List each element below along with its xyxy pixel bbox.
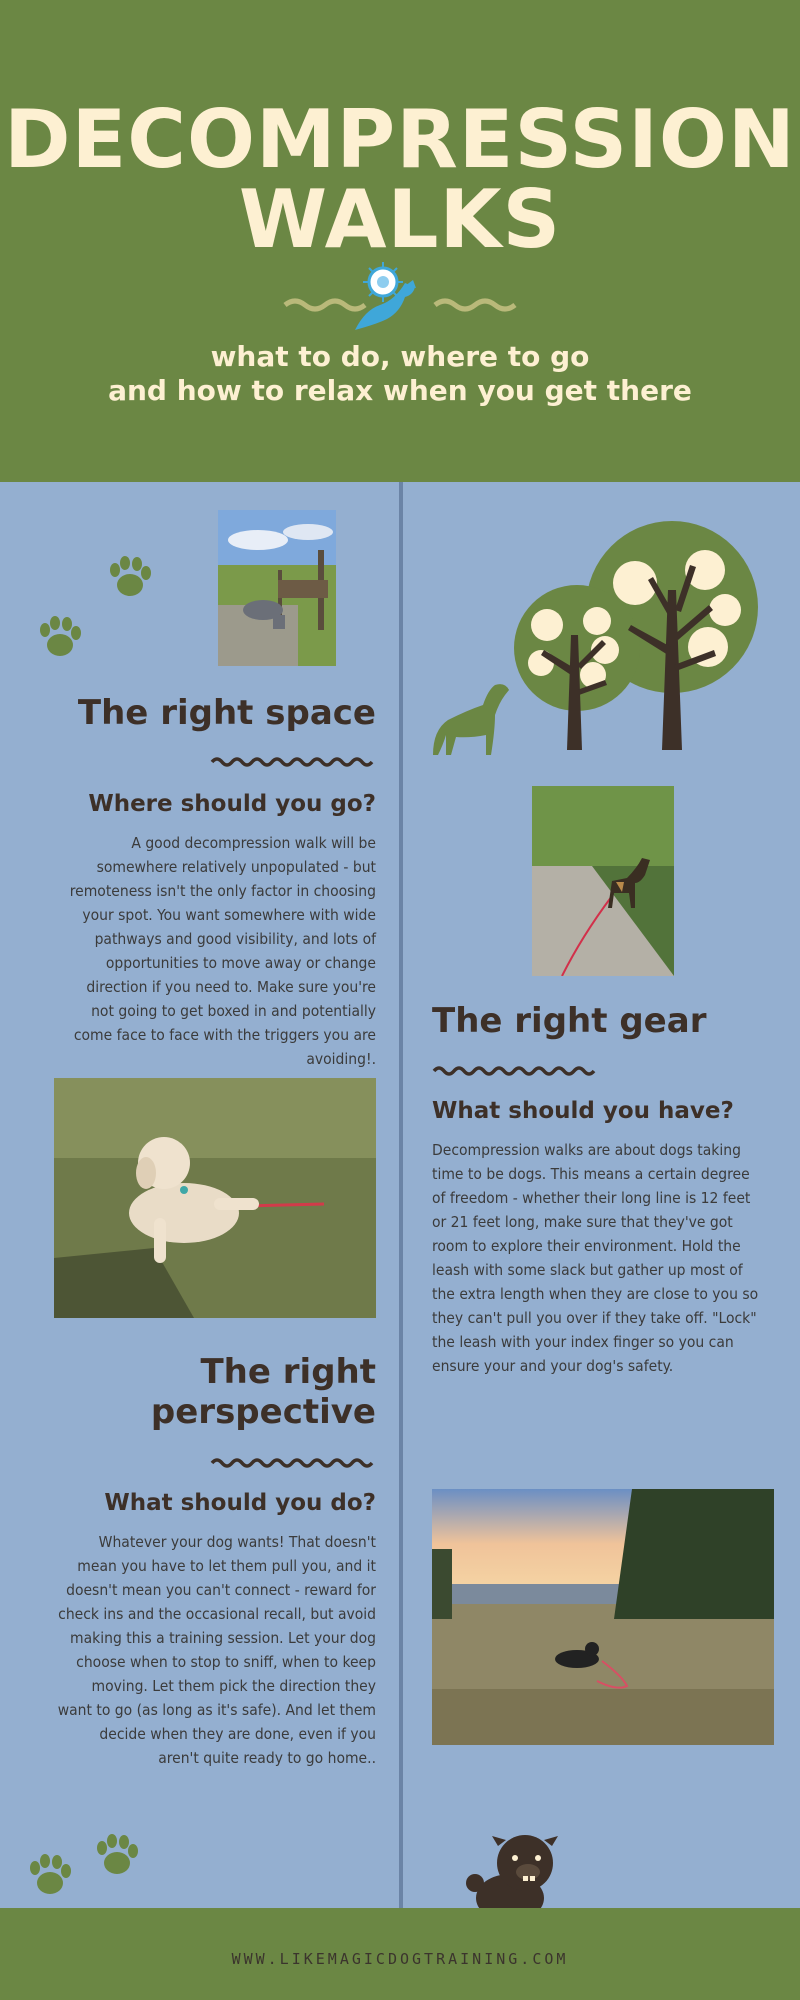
photo-dog-at-sunset — [432, 1489, 774, 1745]
sun-dog-logo-icon — [355, 262, 416, 330]
subtitle-line-2: and how to relax when you get there — [108, 374, 692, 407]
paw-prints-bottom-icon — [15, 1818, 165, 1908]
body-perspective: Whatever your dog wants! That doesn't mean you have to let them pull you, and it doesn't mean you can't connect - reward for check ins and the occasional recall, but avoid making this a training session. Let your dog choose when to stop to sniff, when to keep moving. Let them pick the direction they want to go (as long as it's safe). And let them decide when they are done, even if you aren't quite ready to go home.. — [57, 1533, 376, 1767]
body-gear: Decompression walks are about dogs taking time to be dogs. This means a certain degree of freedom - whether their long line is 12 feet or 21 feet long, make sure that they've got room to explore their environment. Hold the leash with some slack but gather up most of the extra length when they are close to you so they can't pull you over if they take off. "Lock" the leash with your index finger so you can ensure your and your dog's safety. — [432, 1141, 759, 1375]
trees-and-dog-illustration — [425, 515, 765, 765]
heading-right-perspective — [40, 1352, 376, 1432]
heading-right-gear: The right gear — [432, 1001, 707, 1041]
body-space: A good decompression walk will be somewhere relatively unpopulated - but remoteness isn't the only factor in choosing your spot. You want somewhere with wide pathways and good visibility, and lots of opportunities to move away or change direction if you need to. Make sure you're not going to get boxed in and potentially come face to face with the triggers you are avoiding!. — [69, 834, 376, 1068]
heading-perspective-line-1: The right — [200, 1352, 376, 1392]
wavy-rule — [210, 755, 376, 769]
subheading-where: Where should you go? — [88, 791, 376, 817]
paw-prints-icon — [20, 540, 170, 670]
title-line-1: DECOMPRESSION — [4, 93, 796, 186]
wavy-rule — [432, 1064, 598, 1078]
photo-fluffy-dog-on-grass — [54, 1078, 376, 1318]
subtitle — [0, 340, 800, 408]
photo-dog-by-fence — [218, 510, 336, 666]
wavy-rule — [210, 1456, 376, 1470]
title-line-2: WALKS — [238, 173, 562, 266]
subtitle-line-1: what to do, where to go — [210, 340, 590, 373]
subheading-what-do: What should you do? — [104, 1490, 376, 1516]
page-title — [0, 93, 800, 266]
footer-website: WWW.LIKEMAGICDOGTRAINING.COM — [231, 1950, 569, 1968]
photo-shepherd-on-trail — [532, 786, 674, 976]
dog-silhouette-icon — [433, 684, 509, 755]
column-divider — [399, 482, 403, 1908]
logo-divider — [280, 260, 520, 335]
subheading-what-have: What should you have? — [432, 1098, 734, 1124]
heading-right-space: The right space — [77, 693, 376, 733]
heading-perspective-line-2: perspective — [150, 1392, 376, 1432]
